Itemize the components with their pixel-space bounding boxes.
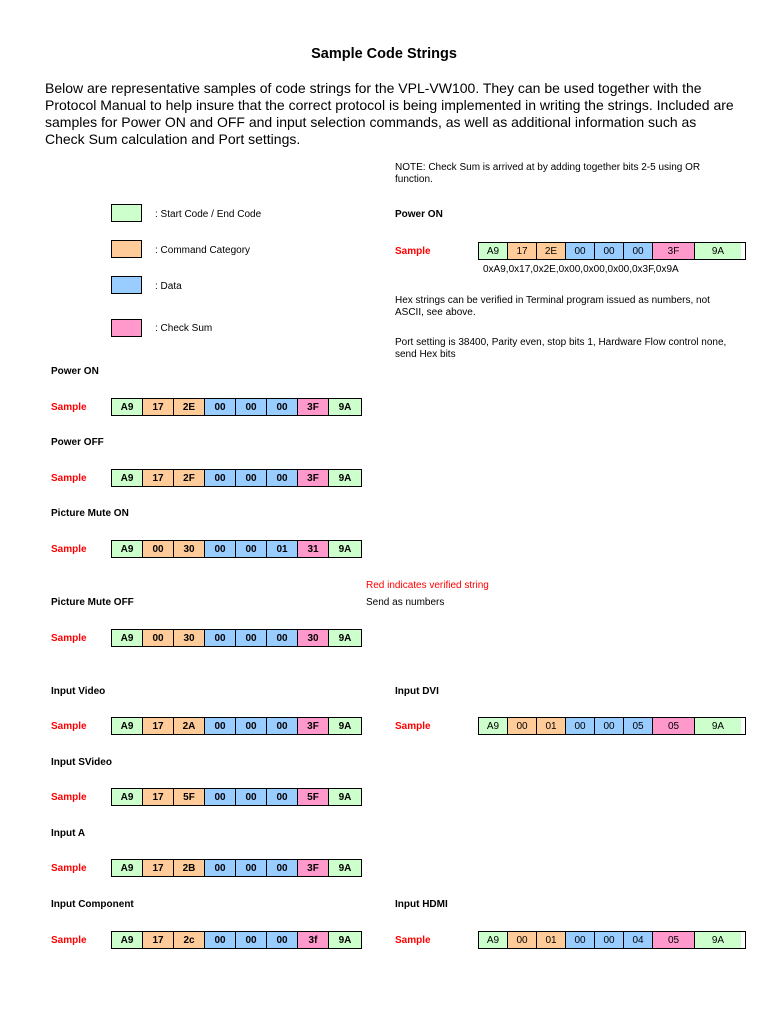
code-byte-cell: 00 xyxy=(566,932,595,948)
code-byte-cell: 00 xyxy=(205,718,236,734)
code-byte-cell: 3F xyxy=(653,243,695,259)
code-byte-cell: 00 xyxy=(624,243,653,259)
code-byte-cell: 01 xyxy=(267,541,298,557)
code-byte-cell: 17 xyxy=(508,243,537,259)
code-byte-cell: 30 xyxy=(174,630,205,646)
code-byte-cell: 00 xyxy=(236,789,267,805)
page-title: Sample Code Strings xyxy=(311,46,457,62)
code-byte-cell: A9 xyxy=(112,399,143,415)
code-row xyxy=(478,931,746,949)
code-byte-cell: 9A xyxy=(329,541,361,557)
code-byte-cell: 00 xyxy=(236,932,267,948)
code-byte-cell: 00 xyxy=(205,541,236,557)
code-byte-cell: 01 xyxy=(537,718,566,734)
code-byte-cell: 3F xyxy=(298,860,329,876)
checksum-note: NOTE: Check Sum is arrived at by adding together bits 2-5 using OR function. xyxy=(395,162,701,185)
code-byte-cell: 05 xyxy=(653,718,695,734)
code-byte-cell: 00 xyxy=(236,860,267,876)
code-byte-cell: 00 xyxy=(236,541,267,557)
code-byte-cell: 00 xyxy=(595,243,624,259)
code-byte-cell: 2B xyxy=(174,860,205,876)
section-title: Power ON xyxy=(395,209,443,220)
code-byte-cell: 17 xyxy=(143,932,174,948)
code-byte-cell: 9A xyxy=(695,932,741,948)
sample-label: Sample xyxy=(395,246,431,257)
code-byte-cell: 17 xyxy=(143,399,174,415)
code-byte-cell: 05 xyxy=(624,718,653,734)
section-title: Input HDMI xyxy=(395,899,448,910)
sample-label: Sample xyxy=(51,935,87,946)
code-byte-cell: A9 xyxy=(112,541,143,557)
section-title: Input SVideo xyxy=(51,757,112,768)
code-row xyxy=(111,931,362,949)
code-byte-cell: 01 xyxy=(537,932,566,948)
section-title: Input A xyxy=(51,828,86,839)
sample-label: Sample xyxy=(395,721,431,732)
code-byte-cell: 5F xyxy=(174,789,205,805)
code-byte-cell: 2E xyxy=(174,399,205,415)
code-byte-cell: 30 xyxy=(298,630,329,646)
code-byte-cell: A9 xyxy=(112,718,143,734)
code-byte-cell: 9A xyxy=(329,789,361,805)
legend-label-command: : Command Category xyxy=(155,245,251,256)
code-byte-cell: 00 xyxy=(267,399,298,415)
code-byte-cell: 5F xyxy=(298,789,329,805)
code-byte-cell: 00 xyxy=(205,789,236,805)
legend-label-start-end: : Start Code / End Code xyxy=(155,209,262,220)
code-byte-cell: 04 xyxy=(624,932,653,948)
sample-label: Sample xyxy=(51,863,87,874)
code-byte-cell: 00 xyxy=(566,243,595,259)
code-byte-cell: A9 xyxy=(479,932,508,948)
code-byte-cell: 3F xyxy=(298,470,329,486)
code-byte-cell: 2A xyxy=(174,718,205,734)
section-title: Input Component xyxy=(51,899,134,910)
sample-label: Sample xyxy=(51,721,87,732)
sample-label: Sample xyxy=(51,544,87,555)
code-byte-cell: 2F xyxy=(174,470,205,486)
code-byte-cell: 9A xyxy=(329,399,361,415)
port-setting-note: Port setting is 38400, Parity even, stop bits 1, Hardware Flow control none, send Hex bits xyxy=(395,337,727,360)
code-byte-cell: 00 xyxy=(267,718,298,734)
legend-label-checksum: : Check Sum xyxy=(155,323,213,334)
code-byte-cell: 9A xyxy=(329,630,361,646)
code-byte-cell: 3F xyxy=(298,718,329,734)
code-byte-cell: 30 xyxy=(174,541,205,557)
legend-swatch-start-end xyxy=(111,204,142,222)
code-byte-cell: 00 xyxy=(205,470,236,486)
code-byte-cell: 2c xyxy=(174,932,205,948)
code-byte-cell: 00 xyxy=(267,860,298,876)
code-byte-cell: 05 xyxy=(653,932,695,948)
code-byte-cell: 00 xyxy=(205,399,236,415)
code-byte-cell: 9A xyxy=(329,718,361,734)
code-byte-cell: 17 xyxy=(143,789,174,805)
sample-label: Sample xyxy=(51,792,87,803)
sample-label: Sample xyxy=(51,633,87,644)
code-byte-cell: 00 xyxy=(508,932,537,948)
legend-swatch-data xyxy=(111,276,142,294)
code-byte-cell: 17 xyxy=(143,718,174,734)
code-byte-cell: 00 xyxy=(236,470,267,486)
sample-label: Sample xyxy=(395,935,431,946)
code-byte-cell: 00 xyxy=(205,630,236,646)
code-byte-cell: 00 xyxy=(267,470,298,486)
code-byte-cell: A9 xyxy=(479,718,508,734)
code-byte-cell: 00 xyxy=(205,932,236,948)
code-byte-cell: 00 xyxy=(236,399,267,415)
code-byte-cell: 00 xyxy=(508,718,537,734)
code-row xyxy=(111,717,362,735)
code-byte-cell: 00 xyxy=(595,932,624,948)
code-byte-cell: 9A xyxy=(329,860,361,876)
code-byte-cell: 9A xyxy=(329,932,361,948)
section-title: Power ON xyxy=(51,366,99,377)
code-byte-cell: 9A xyxy=(695,718,741,734)
code-byte-cell: 31 xyxy=(298,541,329,557)
code-byte-cell: 00 xyxy=(566,718,595,734)
code-row xyxy=(111,788,362,806)
code-row xyxy=(111,629,362,647)
code-byte-cell: A9 xyxy=(112,860,143,876)
code-byte-cell: A9 xyxy=(112,789,143,805)
legend-swatch-command xyxy=(111,240,142,258)
code-row xyxy=(111,859,362,877)
intro-paragraph: Below are representative samples of code strings for the VPL-VW100. They can be used together with the Protocol Manual to help insure that the correct protocol is being implemented in writing the strings. Included are samples for Power ON and OFF and input selection commands, as well as additional information such as Check Sum calculation and Port settings. xyxy=(45,80,734,147)
code-byte-cell: 17 xyxy=(143,470,174,486)
code-byte-cell: 00 xyxy=(236,718,267,734)
code-byte-cell: 17 xyxy=(143,860,174,876)
code-byte-cell: 3F xyxy=(298,399,329,415)
code-byte-cell: 00 xyxy=(205,860,236,876)
sample-label: Sample xyxy=(51,473,87,484)
code-byte-cell: A9 xyxy=(112,932,143,948)
code-row xyxy=(111,398,362,416)
sample-label: Sample xyxy=(51,402,87,413)
section-title: Input DVI xyxy=(395,686,439,697)
code-byte-cell: 2E xyxy=(537,243,566,259)
code-byte-cell: 00 xyxy=(267,789,298,805)
code-row xyxy=(478,242,746,260)
code-byte-cell: 3f xyxy=(298,932,329,948)
section-title: Input Video xyxy=(51,686,106,697)
section-title: Picture Mute ON xyxy=(51,508,129,519)
send-note: Send as numbers xyxy=(366,597,445,608)
verified-note: Red indicates verified string xyxy=(366,580,489,591)
section-title: Power OFF xyxy=(51,437,104,448)
code-byte-cell: 9A xyxy=(695,243,741,259)
legend-label-data: : Data xyxy=(155,281,182,292)
code-byte-cell: 00 xyxy=(595,718,624,734)
code-byte-cell: 00 xyxy=(267,630,298,646)
code-byte-cell: 00 xyxy=(267,932,298,948)
code-row xyxy=(478,717,746,735)
hex-verify-note: Hex strings can be verified in Terminal program issued as numbers, not ASCII, see above. xyxy=(395,295,710,318)
code-byte-cell: 00 xyxy=(143,630,174,646)
code-byte-cell: 00 xyxy=(143,541,174,557)
code-byte-cell: A9 xyxy=(479,243,508,259)
code-row xyxy=(111,540,362,558)
code-byte-cell: A9 xyxy=(112,630,143,646)
code-byte-cell: 00 xyxy=(236,630,267,646)
code-byte-cell: A9 xyxy=(112,470,143,486)
code-byte-cell: 9A xyxy=(329,470,361,486)
legend-swatch-checksum xyxy=(111,319,142,337)
section-title: Picture Mute OFF xyxy=(51,597,134,608)
code-row xyxy=(111,469,362,487)
hex-string: 0xA9,0x17,0x2E,0x00,0x00,0x00,0x3F,0x9A xyxy=(483,264,679,275)
